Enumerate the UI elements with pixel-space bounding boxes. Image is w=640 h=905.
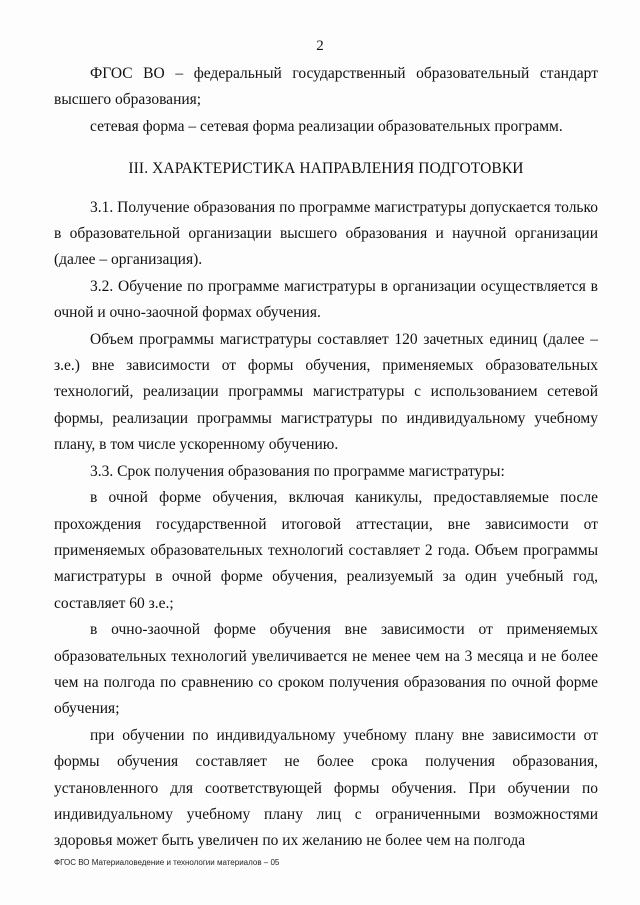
paragraph-3-1: 3.1. Получение образования по программе магистратуры допускается только в образовательной организации высшего образования и научной организации (далее – организация). bbox=[54, 198, 598, 269]
paragraph-3-3: 3.3. Срок получения образования по программе магистратуры: bbox=[90, 462, 505, 480]
paragraph-3-2: 3.2. Обучение по программе магистратуры в организации осуществляется в очной и очно-заочной формах обучения. bbox=[54, 277, 598, 322]
paragraph-volume: Объем программы магистратуры составляет 120 зачетных единиц (далее – з.е.) вне зависимости от формы обучения, применяемых образовательных технологий, реализации программы магистратуры с использованием сетевой формы, реализации программы магистратуры по индивидуальному учебному плану, в том числе ускоренному обучению. bbox=[54, 330, 598, 454]
page-number: 2 bbox=[316, 38, 324, 54]
paragraph-part-time: в очно-заочной форме обучения вне зависимости от применяемых образовательных технологий увеличивается не менее чем на 3 месяца и не более чем на полгода по сравнению со сроком получения образования по очной форме обучения; bbox=[54, 621, 598, 718]
definition-fgos-vo: ФГОС ВО – федеральный государственный образовательный стандарт высшего образования; bbox=[54, 65, 598, 109]
section-heading: III. ХАРАКТЕРИСТИКА НАПРАВЛЕНИЯ ПОДГОТОВКИ bbox=[128, 160, 524, 178]
paragraph-individual-plan: при обучении по индивидуальному учебному плану вне зависимости от формы обучения составляет не более срока получения образования, установленного для соответствующей формы обучения. При обучении по индивидуальному учебному плану лиц с ограниченными возможностями здоровья может быть увеличен по их желанию не более чем на полгода bbox=[54, 726, 598, 850]
document-body bbox=[54, 61, 598, 855]
document-footer: ФГОС ВО Материаловедение и технологии материалов – 05 bbox=[54, 858, 280, 867]
definition-network-form: сетевая форма – сетевая форма реализации образовательных программ. bbox=[90, 117, 563, 135]
paragraph-full-time: в очной форме обучения, включая каникулы, предоставляемые после прохождения государственной итоговой аттестации, вне зависимости от применяемых образовательных технологий составляет 2 года. Объем программы магистратуры в очной форме обучения, реализуемый за один учебный год, составляет 60 з.е.; bbox=[54, 489, 598, 612]
